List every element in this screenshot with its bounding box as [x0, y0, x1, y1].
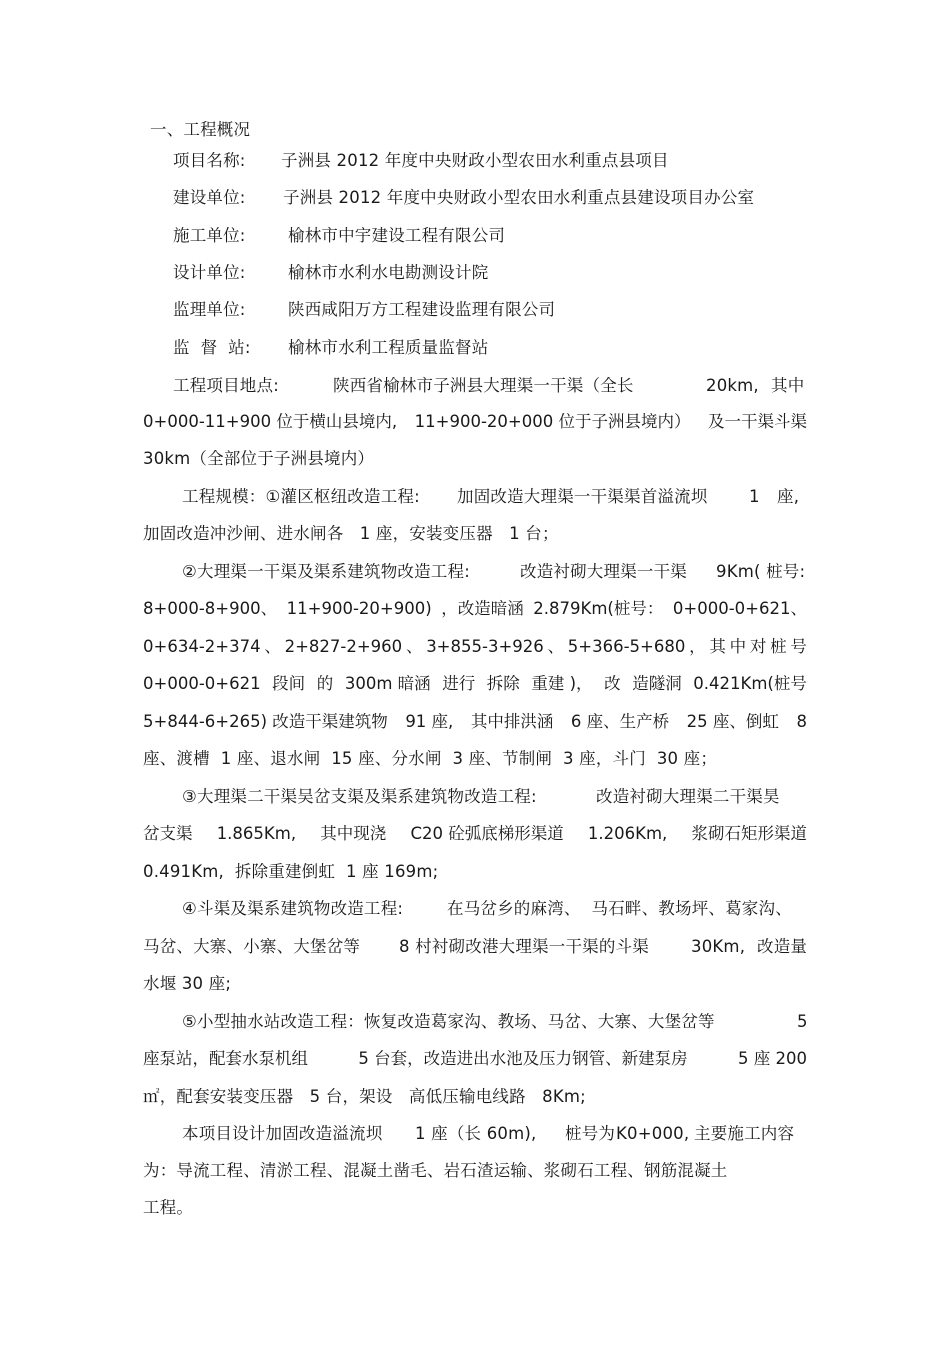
scale-p1-line-1d: 座,	[777, 487, 800, 506]
text-segment: 25 座、倒虹	[686, 712, 779, 731]
text-segment: 段间	[272, 674, 306, 693]
scale-p3-line-1b: 改造衬砌大理渠二干渠昊	[596, 787, 780, 806]
text-segment: 中	[729, 637, 747, 656]
text-segment: 、	[264, 637, 281, 656]
scale-p1-line-2: 加固改造冲沙闸、进水闸各 1 座，安装变压器 1 台；	[143, 524, 559, 543]
scale-p4-line-1a: ④斗渠及渠系建筑物改造工程:	[182, 899, 404, 918]
location-line-3: 30km（全部位于子洲县境内）	[143, 449, 375, 468]
scale-p5-line-1a: ⑤小型抽水站改造工程：恢复改造葛家沟、教场、马岔、大寨、大堡岔等	[182, 1012, 715, 1031]
owner-label: 建设单位:	[173, 188, 246, 207]
inspection-value: 榆林市水利工程质量监督站	[288, 338, 489, 357]
scale-p2-line-6: 座、渡槽 1 座、退水闸 15 座、分水闸 3 座、节制闸 3 座，斗门 30 座；	[143, 749, 718, 768]
text-segment: 其中现浇	[320, 824, 387, 843]
text-segment: 8+000-8+900、	[143, 599, 278, 618]
scale-p4-line-2d: 改造量	[757, 937, 808, 956]
location-segment-c: 及一干渠斗渠	[708, 412, 807, 431]
text-segment: 号	[790, 637, 807, 656]
scale-p5-line-3: ㎡，配套安装变压器 5 台，架设 高低压输电线路 8Km;	[143, 1087, 586, 1106]
location-segment-a: 0+000-11+900 位于横山县境内,	[143, 412, 398, 431]
text-segment: 其	[709, 637, 726, 656]
summary-line-2: 为：导流工程、清淤工程、混凝土凿毛、岩石渣运输、浆砌石工程、钢筋混凝土	[143, 1161, 728, 1180]
supervisor-row	[173, 299, 555, 321]
location-line-1: 陕西省榆林市子洲县大理渠一干渠（全长	[333, 376, 634, 395]
text-segment: 0.421Km(桩号	[693, 674, 807, 693]
inspection-label: 监 督 站:	[173, 338, 251, 357]
text-segment: 6 座、生产桥	[570, 712, 670, 731]
text-segment: C20 砼弧底梯形渠道	[410, 824, 564, 843]
text-segment: ，改造暗涵	[441, 599, 524, 618]
text-segment: 5+844-6+265) 改造干渠建筑物	[143, 712, 388, 731]
scale-p4-line-2a: 马岔、大寨、小寨、大堡岔等	[143, 937, 361, 956]
scale-p2-line-4	[143, 673, 807, 695]
scale-p2-line-1a: ②大理渠一干渠及渠系建筑物改造工程:	[182, 562, 470, 581]
text-segment: 改	[604, 674, 621, 693]
scale-p3-line-3: 0.491Km, 拆除重建倒虹 1 座 169m;	[143, 862, 439, 881]
text-segment: 3+855-3+926	[426, 637, 544, 656]
scale-p1-line-1a: 工程规模：①灌区枢纽改造工程:	[182, 487, 420, 506]
text-segment: 座泵站，配套水泵机组	[143, 1049, 308, 1068]
text-segment: 浆砌石矩形渠道	[691, 824, 807, 843]
text-segment: 1.206Km,	[587, 824, 668, 843]
supervisor-label: 监理单位:	[173, 300, 246, 319]
designer-value: 榆林市水利水电勘测设计院	[288, 263, 489, 282]
contractor-row	[173, 225, 505, 247]
text-segment: 5 座 200	[738, 1049, 807, 1068]
project-name-value: 子洲县 2012 年度中央财政小型农田水利重点县项目	[281, 151, 669, 170]
scale-p1-line-1c: 1	[749, 487, 760, 506]
scale-p4-line-2c: 30Km,	[691, 937, 746, 956]
text-segment: 5+366-5+680	[567, 637, 686, 656]
text-segment: 11+900-20+900)	[286, 599, 432, 618]
supervisor-value: 陕西咸阳万方工程建设监理有限公司	[288, 300, 556, 319]
project-name-label: 项目名称:	[173, 151, 246, 170]
text-segment: 进行	[442, 674, 476, 693]
location-line-2	[143, 411, 807, 433]
owner-value: 子洲县 2012 年度中央财政小型农田水利重点县建设项目办公室	[283, 188, 755, 207]
summary-line-1a: 本项目设计加固改造溢流坝	[182, 1124, 383, 1143]
text-segment: 91 座,	[405, 712, 454, 731]
text-segment: 2+827-2+960	[284, 637, 403, 656]
section-heading: 一、工程概况	[150, 120, 251, 139]
text-segment: 2.879Km(桩号：	[533, 599, 664, 618]
scale-p2-line-1c: 9Km( 桩号:	[716, 562, 806, 581]
text-segment: ，	[689, 637, 706, 656]
text-segment: 岔支渠	[143, 824, 193, 843]
designer-label: 设计单位:	[173, 263, 246, 282]
scale-p5-line-2	[143, 1048, 807, 1070]
scale-p2-line-1b: 改造衬砌大理渠一干渠	[520, 562, 687, 581]
designer-row	[173, 262, 488, 284]
scale-p3-line-1a: ③大理渠二干渠吴岔支渠及渠系建筑物改造工程:	[182, 787, 537, 806]
text-segment: 的	[316, 674, 334, 693]
location-label: 工程项目地点:	[173, 376, 279, 395]
text-segment: 、	[547, 637, 565, 656]
text-segment: 1.865Km,	[216, 824, 297, 843]
summary-line-1d: K0+000,	[616, 1124, 690, 1143]
text-segment: 0+000-0+621	[143, 674, 261, 693]
contractor-value: 榆林市中宇建设工程有限公司	[288, 226, 506, 245]
scale-p2-line-5	[143, 711, 807, 733]
text-segment: 其中排洪涵	[470, 712, 554, 731]
scale-p5-line-1b: 5	[797, 1012, 808, 1031]
text-segment: 对	[749, 637, 767, 656]
location-length: 20km,	[706, 376, 759, 395]
text-segment: 8	[796, 712, 807, 731]
text-segment: 300m 暗涵	[344, 674, 431, 693]
text-segment: 0+000-0+621、	[672, 599, 807, 618]
scale-p4-line-3: 水堰 30 座;	[143, 974, 232, 993]
text-segment: 0+634-2+374	[143, 637, 261, 656]
scale-p1-line-1b: 加固改造大理渠一干渠渠首溢流坝	[457, 487, 708, 506]
location-segment-b: 11+900-20+000 位于子洲县境内）	[414, 412, 691, 431]
project-name-row	[173, 150, 669, 172]
text-segment: 拆除	[486, 674, 520, 693]
scale-p3-line-2	[143, 823, 807, 845]
text-segment: 、	[405, 637, 423, 656]
contractor-label: 施工单位:	[173, 226, 246, 245]
inspection-row	[173, 337, 488, 359]
scale-p2-line-2	[143, 598, 807, 620]
text-segment: 重建 )，	[531, 674, 593, 693]
location-line-1-end: 其中	[771, 376, 805, 395]
text-segment: 5 台套，改造进出水池及压力钢管、新建泵房	[358, 1049, 688, 1068]
scale-p4-line-1b: 在马岔乡的麻湾、 马石畔、教场坪、葛家沟、	[447, 899, 792, 918]
summary-line-1b: 1 座（长 60m),	[415, 1124, 537, 1143]
owner-row	[173, 187, 754, 209]
text-segment: 桩	[770, 637, 787, 656]
summary-line-3: 工程。	[143, 1198, 194, 1217]
scale-p4-line-2b: 8 村衬砌改港大理渠一干渠的斗渠	[399, 937, 649, 956]
text-segment: 造隧洞	[632, 674, 682, 693]
scale-p2-line-3	[143, 636, 807, 658]
summary-line-1c: 桩号为	[565, 1124, 616, 1143]
summary-line-1e: 主要施工内容	[694, 1124, 795, 1143]
